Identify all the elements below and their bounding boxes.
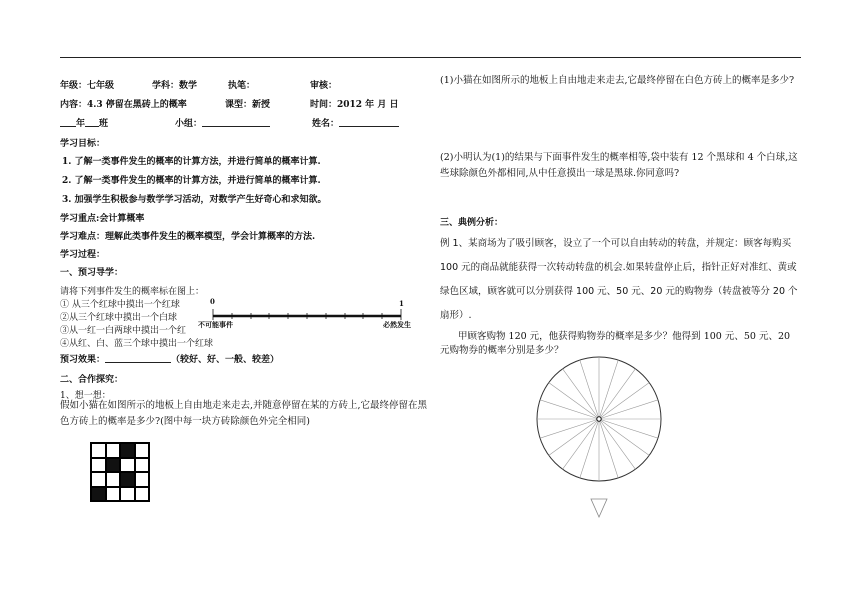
name-label: 姓名： <box>312 119 340 129</box>
wheel-spoke <box>599 400 658 419</box>
wheel-spoke <box>563 419 599 469</box>
example-paragraph: 例 1、某商场为了吸引顾客，设立了一个可以自由转动的转盘，并规定：顾客每购买100 元的商品就能获得一次转动转盘的机会.如果转盘停止后，指针正好对准红、黄或绿色区域，顾客就可以分别获得 100 元、50 元、20 元的购物券（转盘被等分 20 个扇形）. <box>440 238 798 321</box>
wheel-spoke <box>580 360 599 419</box>
content-label: 内容：4.3 停留在黑砖上的概率 <box>60 100 187 110</box>
wheel-spoke <box>599 419 618 478</box>
header-rule <box>60 57 801 58</box>
question-2: (2)小明认为(1)的结果与下面事件发生的概率相等,袋中装有 12 个黑球和 4 个白球,这些球除颜色外都相同,从中任意摸出一球是黑球.你同意吗? <box>440 152 798 179</box>
impossible-label: 不可能事件 <box>198 320 233 329</box>
probability-scale <box>205 306 405 322</box>
group-label: 小组： <box>175 119 203 129</box>
lesson-type-label: 课型：新授 <box>225 100 271 110</box>
black-tile <box>106 458 121 473</box>
preview-item: ③从一红一白两球中摸出一个红 <box>60 326 187 336</box>
scale-one: 1 <box>399 299 404 308</box>
explore-step: 1、想一想： <box>60 391 111 401</box>
objective-item: 1. 了解一类事件发生的概率的计算方法，并进行简单的概率计算. <box>62 157 321 167</box>
wheel-spoke <box>599 360 618 419</box>
reviewer-label: 审核： <box>310 81 338 91</box>
class-year-label: 年 <box>76 119 86 129</box>
wheel-spoke <box>563 369 599 419</box>
wheel-spoke <box>599 419 635 469</box>
subject-label: 学科：数学 <box>152 81 198 91</box>
example-question: 甲顾客购物 120 元，他获得购物券的概率是多少？他得到 100 元、50 元、20 元购物券的概率分别是多少？ <box>440 331 791 356</box>
prize-wheel <box>533 356 667 520</box>
black-tile <box>120 472 135 487</box>
writer-label: 执笔： <box>228 81 256 91</box>
wheel-spoke <box>580 419 599 478</box>
white-tile <box>91 472 106 487</box>
preview-item: ① 从三个红球中摸出一个红球 <box>60 300 180 310</box>
process-title: 学习过程： <box>60 250 106 260</box>
wheel-spoke <box>599 369 635 419</box>
effect-options: （较好、好、一般、较差） <box>171 355 280 365</box>
wheel-hub <box>597 417 601 421</box>
objective-item: 2. 了解一类事件发生的概率的计算方法，并进行简单的概率计算. <box>62 176 321 186</box>
name-field[interactable] <box>312 116 399 129</box>
white-tile <box>120 487 135 502</box>
question-1: (1)小猫在如图所示的地板上自由地走来走去,它最终停留在白色方砖上的概率是多少? <box>440 75 795 86</box>
black-tile <box>120 443 135 458</box>
certain-label: 必然发生 <box>383 320 411 329</box>
scale-zero: 0 <box>210 297 215 306</box>
preview-instruction: 请将下列事件发生的概率标在图上： <box>60 287 205 297</box>
preview-title: 一、预习导学： <box>60 268 124 278</box>
key-point: 学习重点:会计算概率 <box>60 214 145 224</box>
black-tile <box>91 487 106 502</box>
wheel-spoke <box>599 419 658 438</box>
preview-effect[interactable] <box>60 352 279 365</box>
white-tile <box>106 487 121 502</box>
difficulty: 学习难点：理解此类事件发生的概率模型，学会计算概率的方法. <box>60 232 316 242</box>
example-title: 三、典例分析： <box>440 218 504 228</box>
class-line[interactable] <box>60 116 108 129</box>
grade-label: 年级：七年级 <box>60 81 115 91</box>
white-tile <box>120 458 135 473</box>
white-tile <box>135 472 150 487</box>
wheel-spoke <box>540 419 599 438</box>
pointer-arrow-icon <box>591 499 607 517</box>
white-tile <box>106 443 121 458</box>
white-tile <box>91 458 106 473</box>
wheel-spoke <box>549 383 599 419</box>
effect-label: 预习效果： <box>60 355 106 365</box>
wheel-spoke <box>599 419 649 455</box>
white-tile <box>91 443 106 458</box>
objective-item: 3. 加强学生积极参与数学学习活动，对数学产生好奇心和求知欲。 <box>62 195 327 205</box>
preview-item: ②从三个红球中摸出一个白球 <box>60 313 178 323</box>
wheel-spoke <box>540 400 599 419</box>
time-label: 时间：2012 年 月 日 <box>310 100 399 110</box>
wheel-spoke <box>599 383 649 419</box>
white-tile <box>135 443 150 458</box>
white-tile <box>135 487 150 502</box>
wheel-spoke <box>549 419 599 455</box>
explore-question: 假如小猫在如图所示的地板上自由地走来走去,并随意停留在某的方砖上,它最终停留在黑色方砖上的概率是多少?(图中每一块方砖除颜色外完全相同) <box>60 400 428 427</box>
explore-title: 二、合作探究： <box>60 375 124 385</box>
preview-item: ④从红、白、蓝三个球中摸出一个红球 <box>60 339 214 349</box>
group-field[interactable] <box>175 116 270 129</box>
objectives-title: 学习目标： <box>60 139 106 149</box>
white-tile <box>135 458 150 473</box>
tile-grid <box>90 442 150 502</box>
class-label: 班 <box>99 119 109 129</box>
white-tile <box>106 472 121 487</box>
